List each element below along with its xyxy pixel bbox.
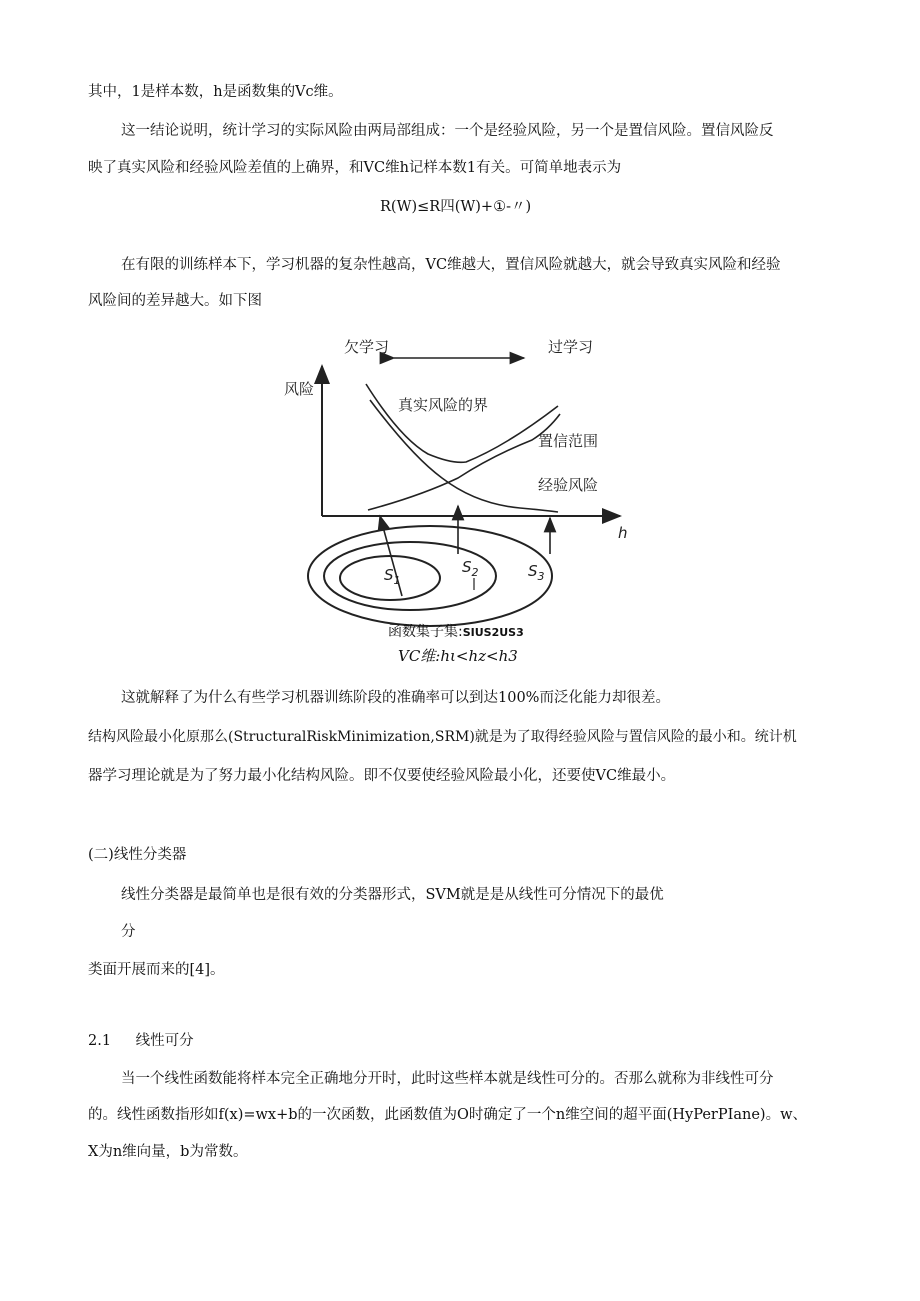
underfit-label: 欠学习 bbox=[344, 338, 390, 356]
set-s3-label: $S_3$ bbox=[528, 562, 545, 583]
risk-formula: R(W)≤R四(W)+①-〃) bbox=[380, 199, 532, 215]
confidence-label: 置信范围 bbox=[538, 432, 599, 450]
set-s1-label: $S_1$ bbox=[384, 566, 401, 587]
paragraph-2-line-2: 映了真实风险和经验风险差值的上确界，和VC维h记样本数1有关。可简单地表示为 bbox=[88, 160, 622, 176]
confidence-curve bbox=[370, 400, 558, 512]
caption-sets: SIUS2US3 bbox=[462, 626, 524, 639]
subsection-2-1-heading bbox=[88, 1031, 194, 1051]
paragraph-4: 这就解释了为什么有些学习机器训练阶段的准确率可以到达100%而泛化能力却很差。 bbox=[121, 690, 670, 706]
paragraph-6-line-3: 类面开展而来的[4]。 bbox=[88, 962, 225, 978]
caption-prefix: 函数集子集: bbox=[388, 624, 463, 640]
empirical-risk-label: 经验风险 bbox=[538, 476, 599, 494]
set-s2-label: $S_2$ bbox=[462, 558, 479, 579]
paragraph-1: 其中，1是样本数，h是函数集的Vc维。 bbox=[88, 84, 343, 100]
paragraph-7-line-3: X为n维向量，b为常数。 bbox=[88, 1144, 248, 1160]
paragraph-2-line-1: 这一结论说明，统计学习的实际风险由两局部组成：一个是经验风险，另一个是置信风险。置信风险反 bbox=[121, 123, 774, 139]
overfit-label: 过学习 bbox=[548, 338, 594, 356]
x-axis-label: h bbox=[618, 524, 628, 542]
vc-risk-figure bbox=[270, 328, 650, 668]
paragraph-3-line-1: 在有限的训练样本下，学习机器的复杂性越高，VC维越大，置信风险就越大，就会导致真实风险和经验 bbox=[121, 257, 781, 273]
paragraph-3-line-2: 风险间的差异越大。如下图 bbox=[88, 293, 262, 309]
paragraph-7-line-1: 当一个线性函数能将样本完全正确地分开时，此时这些样本就是线性可分的。否那么就称为非线性可分 bbox=[121, 1071, 774, 1087]
figure-caption-vc: VC维:hι<hz<h3 bbox=[398, 647, 518, 665]
section-2-heading: (二)线性分类器 bbox=[88, 847, 187, 863]
subsection-number: 2.1 bbox=[88, 1033, 112, 1049]
subsection-title: 线性可分 bbox=[135, 1033, 194, 1049]
paragraph-7-line-2: 的。线性函数指形如f(x)=wx+b的一次函数，此函数值为O时确定了一个n维空间的超平面(HyPerPIane)。w、 bbox=[88, 1107, 807, 1123]
set-s3-ellipse bbox=[308, 526, 552, 626]
y-axis-label: 风险 bbox=[284, 380, 315, 398]
paragraph-5-line-2: 器学习理论就是为了努力最小化结构风险。即不仅要使经验风险最小化，还要使VC维最小。 bbox=[88, 768, 676, 784]
true-risk-label: 真实风险的界 bbox=[398, 396, 489, 414]
paragraph-6-line-1: 线性分类器是最简单也是很有效的分类器形式，SVM就是是从线性可分情况下的最优 bbox=[121, 887, 664, 903]
figure-caption-sets bbox=[388, 622, 524, 643]
set-s2-ellipse bbox=[324, 542, 496, 610]
paragraph-5-line-1: 结构风险最小化原那么(StructuralRiskMinimization,SRM)就是为了取得经验风险与置信风险的最小和。统计机 bbox=[88, 729, 797, 745]
paragraph-6-line-2: 分 bbox=[121, 924, 136, 940]
